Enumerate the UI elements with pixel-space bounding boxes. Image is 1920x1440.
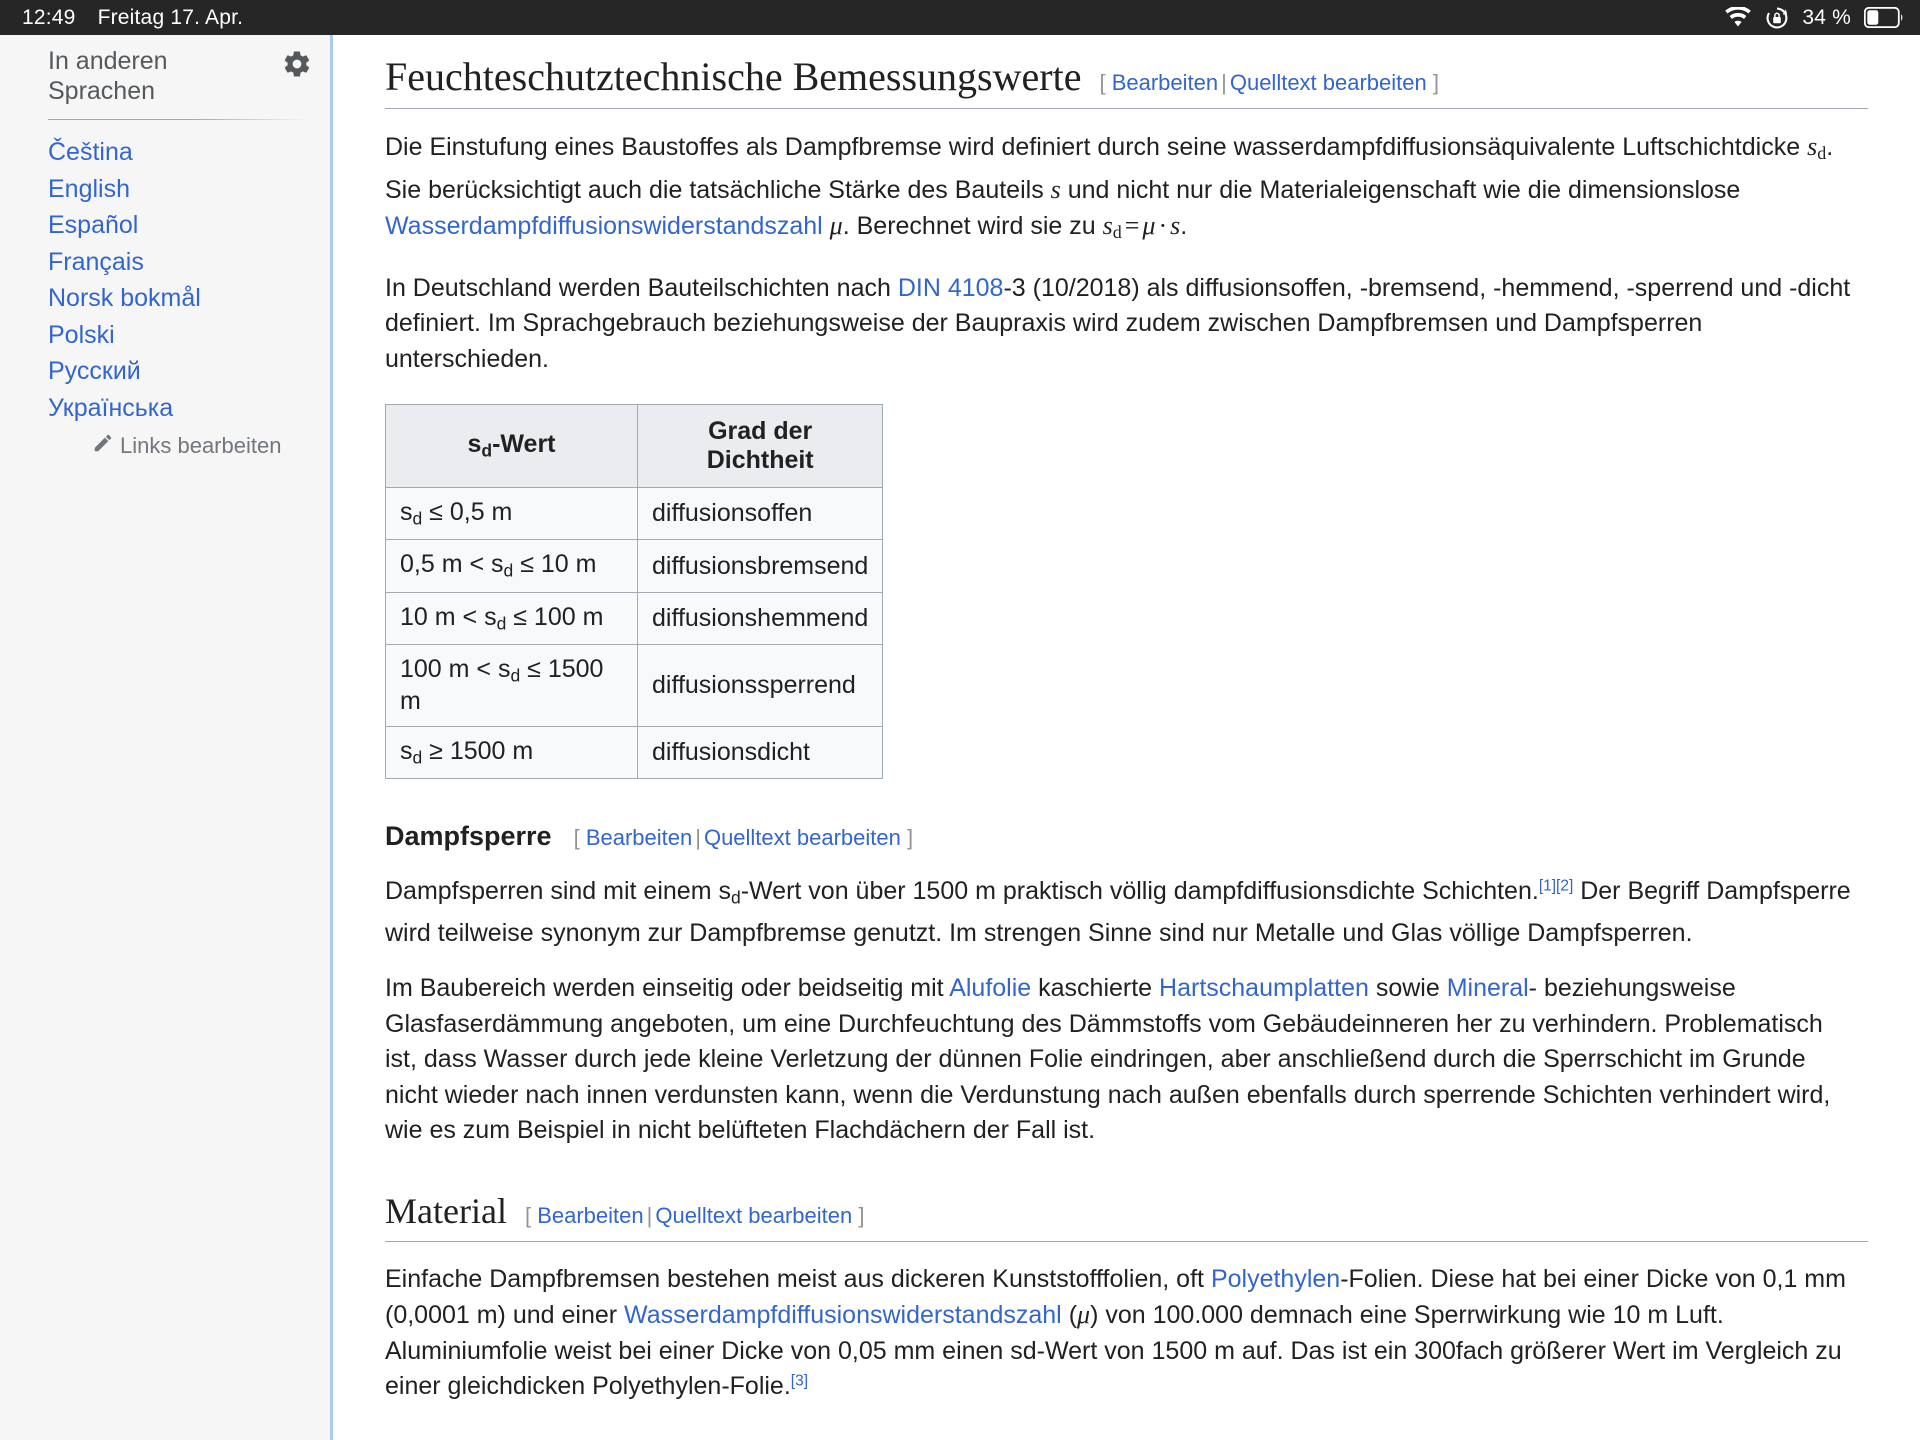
- bracket-open: [: [1099, 70, 1106, 95]
- separator-pipe: |: [1221, 70, 1227, 95]
- table-head: [386, 405, 883, 488]
- formula-s: s: [1102, 211, 1113, 240]
- list-item: [0, 134, 330, 171]
- status-bar-right: [1724, 6, 1904, 30]
- edit-link[interactable]: Bearbeiten: [585, 824, 693, 850]
- citation-ref-2[interactable]: [2]: [1556, 877, 1574, 895]
- paragraph-dampfsperren: [385, 874, 1855, 951]
- page-title: [385, 53, 1868, 101]
- text-fragment: Die Einstufung eines Baustoffes als Dampfbremse wird definiert durch seine wasserdampfdiffusionsäquivalente Luftschichtdicke: [385, 133, 1808, 161]
- bracket-close: ]: [1432, 70, 1439, 95]
- text-fragment: -Folien. Diese hat bei einer Dicke von 0,1 mm (0,0001 m) und einer: [385, 1264, 1846, 1330]
- range-pre: s: [400, 736, 413, 765]
- sidebar-item-english[interactable]: English: [48, 174, 130, 203]
- math-s: s: [1050, 174, 1061, 204]
- sidebar-item-espanol[interactable]: Español: [48, 211, 139, 239]
- list-item: [0, 171, 330, 208]
- cell-grade: diffusionsdicht: [638, 726, 883, 778]
- link-polyethylen[interactable]: Polyethylen: [1210, 1264, 1341, 1293]
- list-item: [0, 317, 330, 354]
- text-fragment: ) von 100.000 demnach eine Sperrwirkung wie 10 m Luft. Aluminiumfolie weist bei einer Dicke von 0,05 mm einen sd-Wert von 1500 m auf. Das ist ein 300fach größerer Wert im Vergleich zu einer gleichdicken Polyethylen-Folie.: [385, 1301, 1842, 1401]
- cell-sd-range: [386, 488, 638, 540]
- paragraph-din: [385, 271, 1855, 378]
- text-fragment: Der Begriff Dampfsperre wird teilweise synonym zur Dampfbremse genutzt. Im strengen Sinne sind nur Metalle und Glas völlige Dampfsperren.: [385, 876, 1851, 947]
- bracket-close: ]: [858, 1202, 865, 1228]
- table-row: [386, 592, 883, 644]
- column-header-sd-wert: [386, 405, 638, 488]
- table-row: [386, 645, 883, 726]
- range-post: ≤ 10 m: [513, 550, 597, 579]
- table-row: [386, 540, 883, 592]
- text-fragment: -Wert von über 1500 m praktisch völlig dampfdiffusionsdichte Schichten.: [740, 876, 1539, 905]
- math-mu: μ: [1077, 1300, 1091, 1330]
- range-subscript: d: [412, 508, 423, 529]
- list-item: [0, 353, 330, 390]
- range-pre: 10 m < s: [400, 602, 497, 631]
- link-mineral[interactable]: Mineral: [1446, 974, 1529, 1003]
- section-heading-text: Dampfsperre: [385, 820, 552, 851]
- text-fragment: Im Baubereich werden einseitig oder beidseitig mit: [385, 974, 950, 1003]
- text-fragment: -3 (10/2018) als diffusionsoffen, -bremsend, -hemmend, -sperrend und -dicht definiert. Im Sprachgebrauch beziehungsweise der Baupraxis wird zudem zwischen Dampfbremsen und Dampfsperren unterschieden.: [385, 273, 1851, 373]
- status-date: Freitag 17. Apr.: [97, 5, 244, 29]
- gear-icon[interactable]: [282, 49, 312, 84]
- list-item: [0, 390, 330, 427]
- rotation-lock-icon: [1765, 6, 1789, 30]
- table-body: [386, 488, 883, 779]
- status-time: 12:49: [22, 5, 76, 29]
- table-row: [386, 488, 883, 540]
- editsection-material: [525, 1202, 865, 1230]
- text-fragment: (: [1061, 1301, 1078, 1330]
- text-fragment: kaschierte: [1031, 974, 1160, 1003]
- page-container: [0, 35, 1920, 1440]
- edit-link[interactable]: Bearbeiten: [537, 1202, 644, 1228]
- header-base: s: [467, 430, 482, 459]
- column-header-grad-der-dichtheit: Grad der Dichtheit: [638, 405, 883, 488]
- sidebar-item-francais[interactable]: Français: [48, 247, 144, 276]
- cell-grade: diffusionsoffen: [638, 488, 883, 540]
- link-alufolie[interactable]: Alufolie: [949, 974, 1032, 1003]
- source-edit-link[interactable]: Quelltext bearbeiten: [1229, 70, 1427, 95]
- wifi-icon: [1724, 7, 1752, 28]
- heading-rule: [385, 108, 1868, 109]
- cell-grade: diffusionshemmend: [638, 592, 883, 644]
- section-spacer: [385, 1149, 1868, 1189]
- section-spacer: [385, 779, 1868, 819]
- paragraph-baubereich: [385, 971, 1855, 1149]
- editsection-dampfsperre: [574, 824, 914, 853]
- link-wasserdampfdiffusionswiderstandszahl[interactable]: Wasserdampfdiffusionswiderstandszahl: [385, 212, 823, 240]
- math-subscript: d: [1817, 143, 1827, 163]
- heading-rule: [385, 1241, 1868, 1242]
- bracket-open: [: [524, 1202, 532, 1228]
- cell-grade: diffusionssperrend: [638, 645, 883, 726]
- range-pre: 0,5 m < s: [400, 550, 504, 579]
- range-post: ≥ 1500 m: [422, 736, 534, 765]
- list-item: [0, 244, 330, 281]
- cell-grade: diffusionsbremsend: [638, 540, 883, 592]
- pencil-icon: [92, 432, 114, 460]
- text-fragment: und nicht nur die Materialeigenschaft wie die dimensionslose: [1060, 175, 1741, 204]
- text-fragment: [823, 212, 830, 240]
- text-fragment: Dampfsperren sind mit einem s: [385, 876, 731, 905]
- edit-link[interactable]: Bearbeiten: [1111, 70, 1219, 95]
- source-edit-link[interactable]: Quelltext bearbeiten: [703, 824, 901, 850]
- text-fragment: . Berechnet wird sie zu: [842, 212, 1103, 240]
- sidebar-item-polski[interactable]: Polski: [48, 320, 115, 349]
- range-subscript: d: [412, 746, 423, 767]
- separator-pipe: |: [646, 1202, 653, 1228]
- sidebar-item-norsk-bokmal[interactable]: Norsk bokmål: [48, 284, 201, 312]
- list-item: [0, 280, 330, 317]
- link-wasserdampfdiffusionswiderstandszahl-2[interactable]: Wasserdampfdiffusionswiderstandszahl: [624, 1301, 1062, 1330]
- bracket-close: ]: [906, 824, 914, 850]
- citation-ref-1[interactable]: [1]: [1538, 877, 1557, 895]
- list-item: [0, 207, 330, 244]
- sidebar-item-ukrainska[interactable]: Українська: [48, 393, 174, 422]
- cell-sd-range: [386, 540, 638, 592]
- bracket-open: [: [573, 824, 580, 850]
- page-title-text: Feuchteschutztechnische Bemessungswerte: [385, 54, 1082, 99]
- section-heading-dampfsperre: [385, 819, 1868, 854]
- math-sd: [1807, 132, 1826, 161]
- paragraph-intro: [385, 129, 1855, 251]
- text-fragment: - beziehungsweise Glasfaserdämmung angeboten, um eine Durchfeuchtung des Dämmstoffs vom Gebäudeinneren her zu verhindern. Problematisch ist, dass Wasser durch jede kleine Verletzung der dünnen Folie eindringen, aber anschließend durch die Sperrschicht im Grunde nicht wieder nach innen verdunsten kann, wenn die Verdunstung nach außen ebenfalls durch sperrende Schichten verhindert wird, wie es zum Beispiel in nicht belüfteten Flachdächern der Fall ist.: [385, 974, 1831, 1145]
- formula-mu: μ: [1142, 211, 1156, 240]
- range-pre: 100 m < s: [400, 655, 511, 684]
- citation-ref-3[interactable]: [3]: [790, 1372, 809, 1390]
- math-base: s: [1807, 132, 1818, 161]
- status-bar-left: [22, 6, 243, 30]
- sidebar-item-russkij[interactable]: Русский: [48, 357, 141, 385]
- sidebar-header: [0, 47, 330, 106]
- math-mu: μ: [829, 211, 843, 240]
- text-fragment: . Sie berücksichtigt auch die tatsächliche Stärke des Bauteils: [385, 133, 1834, 204]
- link-hartschaumplatten[interactable]: Hartschaumplatten: [1159, 974, 1369, 1003]
- text-fragment: sowie: [1368, 974, 1447, 1003]
- editsection-heading1: [1099, 70, 1439, 96]
- formula-s2: s: [1170, 211, 1181, 240]
- cell-sd-range: [386, 592, 638, 644]
- sd-value-table: [385, 404, 883, 779]
- cell-sd-range: [386, 726, 638, 778]
- separator-pipe: |: [695, 824, 701, 850]
- formula-dot: ·: [1158, 211, 1168, 240]
- text-fragment: In Deutschland werden Bauteilschichten nach: [385, 273, 898, 302]
- range-post: ≤ 1500 m: [400, 655, 604, 715]
- table-header-row: [386, 405, 883, 488]
- link-din-4108[interactable]: DIN 4108: [897, 273, 1004, 302]
- battery-icon: [1864, 7, 1904, 28]
- range-subscript: d: [496, 613, 507, 634]
- paragraph-material: [385, 1262, 1855, 1405]
- table-row: [386, 726, 883, 778]
- formula-sd-equals-mu-s: [1103, 211, 1181, 240]
- article-content: [333, 35, 1920, 1440]
- edit-links-button[interactable]: [0, 426, 330, 460]
- range-subscript: d: [510, 665, 521, 686]
- status-bar: [0, 0, 1920, 35]
- range-pre: s: [400, 498, 413, 526]
- subscript-d: d: [730, 887, 741, 908]
- range-subscript: d: [503, 560, 514, 581]
- formula-equals: =: [1124, 211, 1140, 240]
- edit-links-label: Links bearbeiten: [120, 433, 282, 458]
- cell-sd-range: [386, 645, 638, 726]
- formula-subscript: d: [1112, 222, 1122, 242]
- text-fragment: .: [1180, 212, 1188, 240]
- battery-percent-label: 34 %: [1802, 5, 1851, 29]
- header-subscript: d: [481, 440, 493, 461]
- header-rest: -Wert: [492, 430, 556, 459]
- range-post: ≤ 100 m: [506, 602, 604, 631]
- language-sidebar: [0, 35, 333, 1440]
- section-heading-text: Material: [385, 1190, 507, 1231]
- language-list: [0, 120, 330, 426]
- text-fragment: Einfache Dampfbremsen bestehen meist aus dickeren Kunststofffolien, oft: [385, 1264, 1211, 1293]
- source-edit-link[interactable]: Quelltext bearbeiten: [655, 1202, 853, 1228]
- sidebar-item-cestina[interactable]: Čeština: [48, 138, 133, 166]
- sidebar-title: In anderen Sprachen: [48, 47, 168, 105]
- range-post: ≤ 0,5 m: [422, 498, 513, 526]
- section-heading-material: [385, 1189, 1868, 1234]
